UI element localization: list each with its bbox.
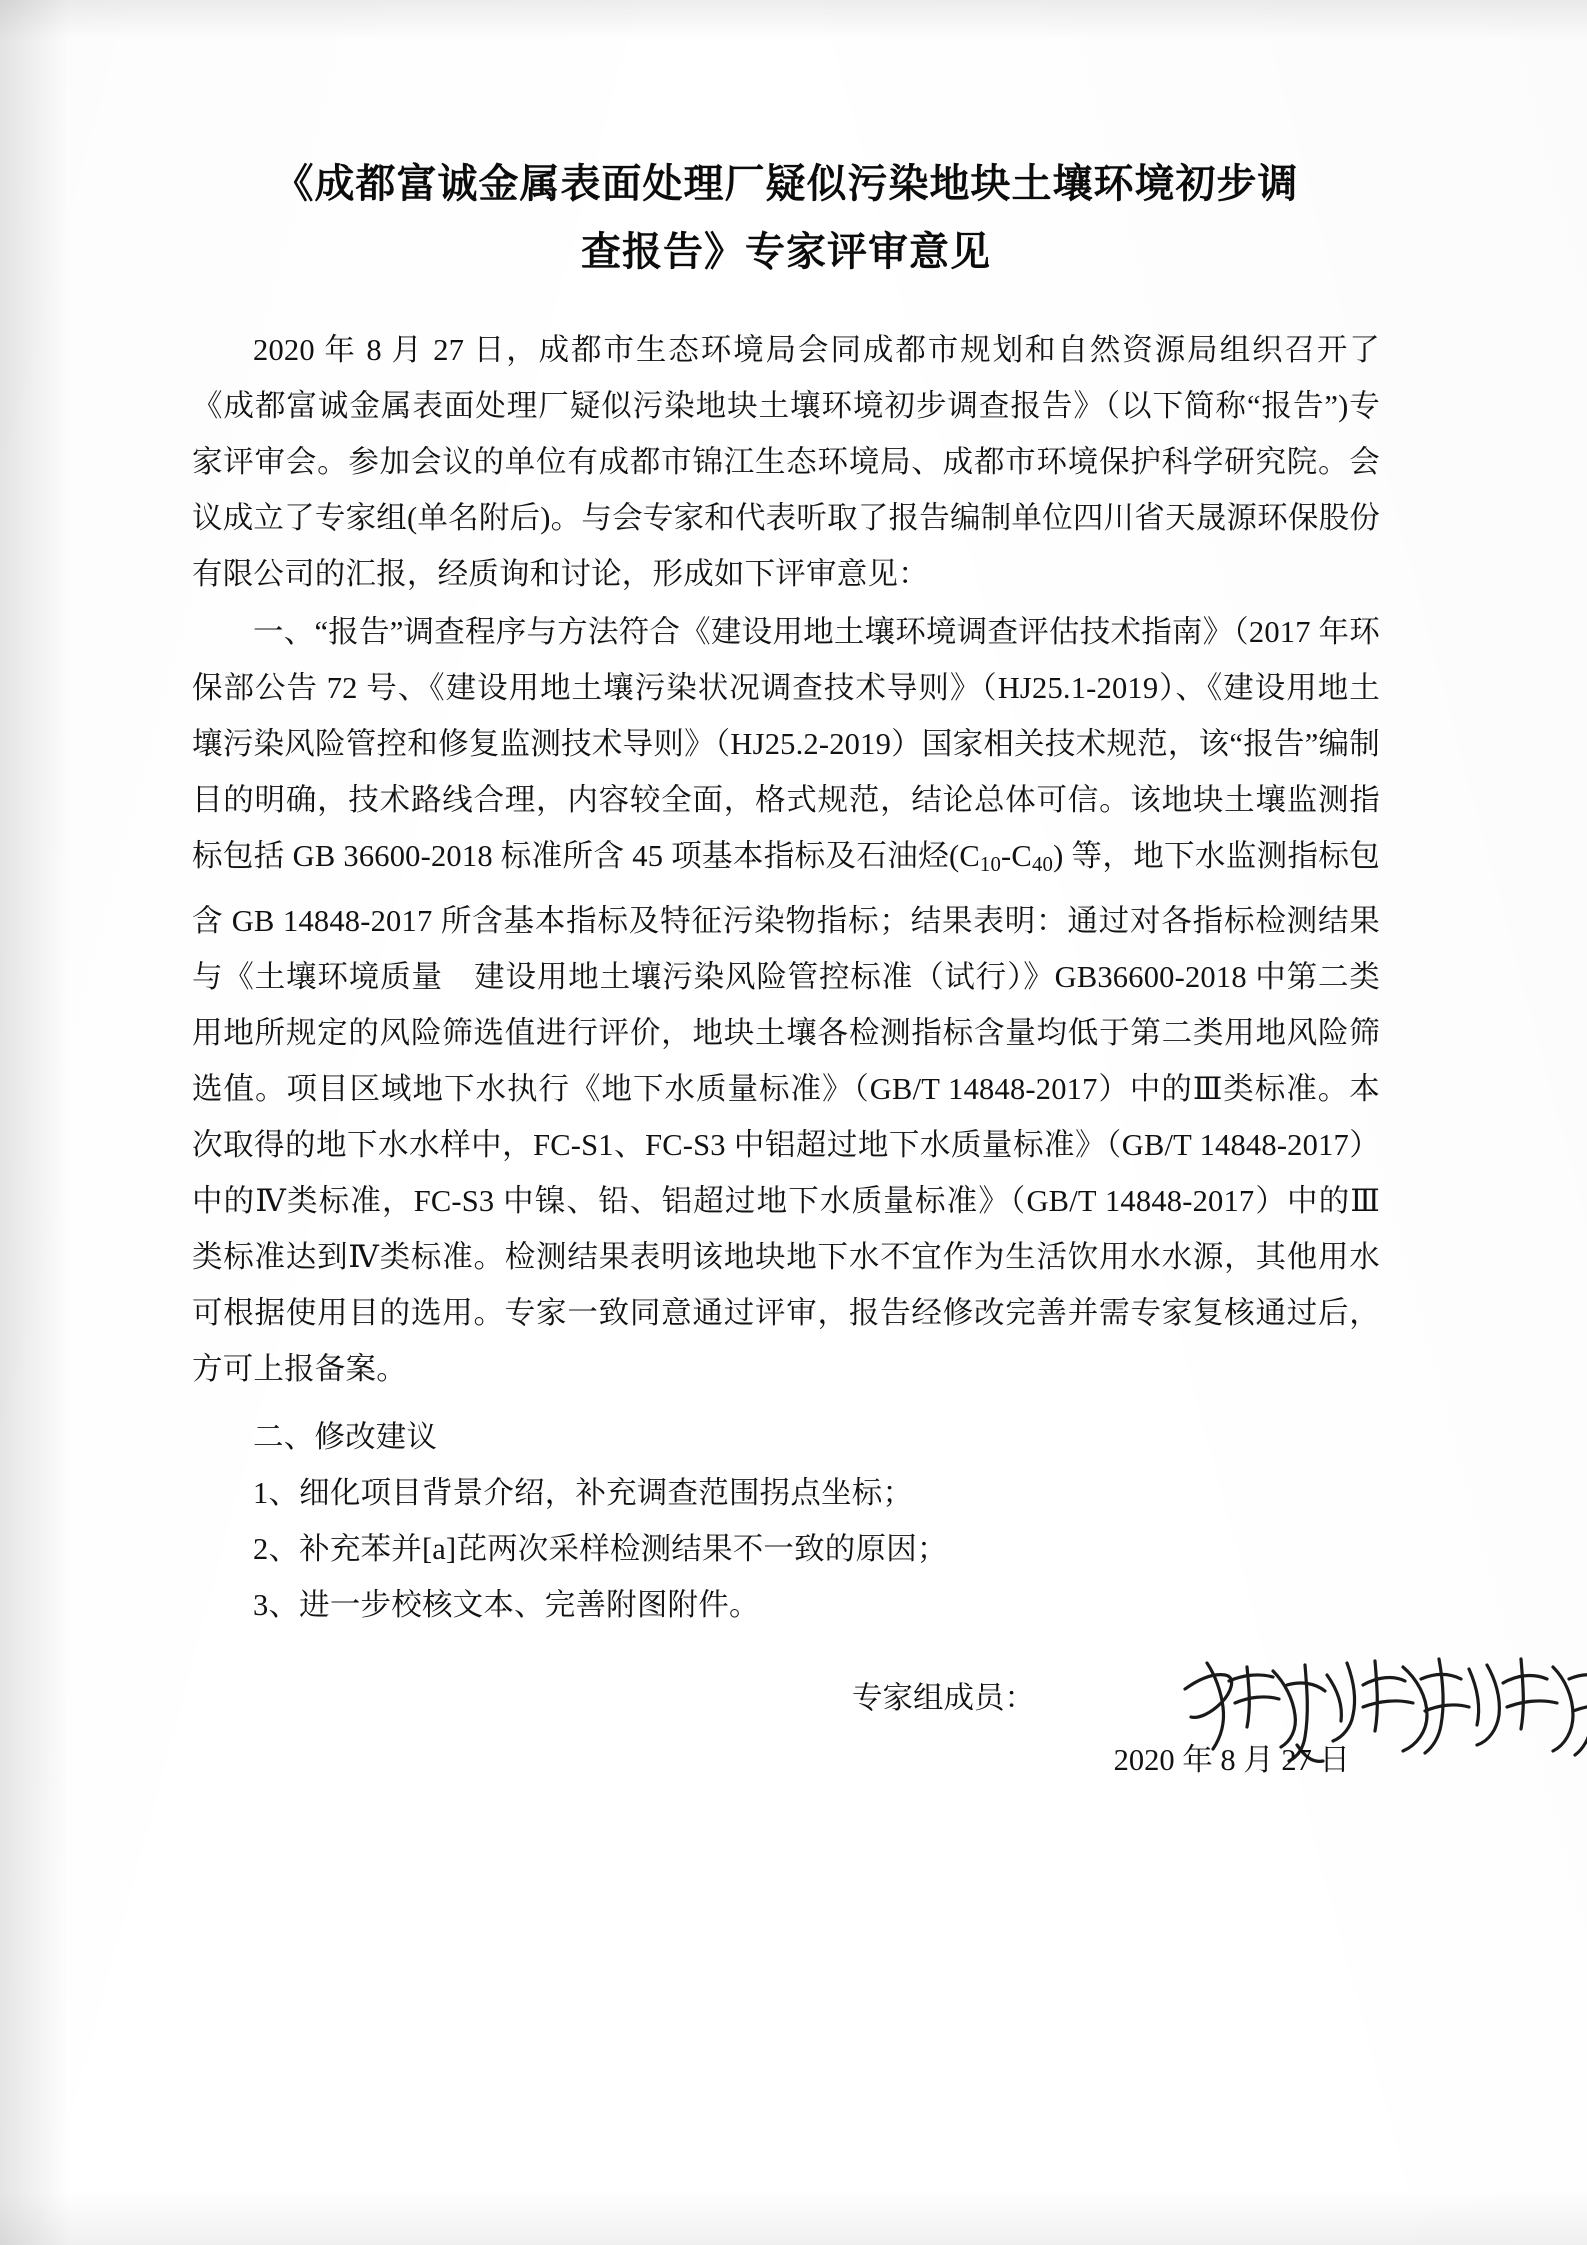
list-item: 1、细化项目背景介绍，补充调查范围拐点坐标； xyxy=(253,1476,914,1511)
page-title-line-2: 查报告》专家评审意见 xyxy=(581,228,991,275)
document-body xyxy=(192,150,1380,1809)
page-title-line-1: 《成都富诚金属表面处理厂疑似污染地块土壤环境初步调 xyxy=(273,160,1299,207)
section-one-paragraph xyxy=(192,604,1380,1397)
section-one-text-part-1: 一、“报告”调查程序与方法符合《建设用地土壤环境调查评估技术指南》（2017 年环保部公告 72 号、《建设用地土壤污染状况调查技术导则》（HJ25.1-2019）、《建设用地土壤污染风险管控和修复监测技术导则》（HJ25.2-2019）国家相关技术规范，该“报告”编制目的明确，技术路线合理，内容较全面，格式规范，结论总体可信。该地块土壤监测指标包括 GB 36600-2018 标准所含 45 项基本指标及石油烃(C xyxy=(192,615,1380,873)
signature-block xyxy=(192,1659,1380,1809)
scan-shadow-bottom xyxy=(0,2190,1587,2245)
list-item: 2、补充苯并[a]芘两次采样检测结果不一致的原因； xyxy=(253,1532,948,1567)
signature-date: 2020 年 8 月 27 日 xyxy=(1113,1743,1350,1778)
list-item: 3、进一步校核文本、完善附图附件。 xyxy=(253,1588,760,1623)
section-one-text-part-2: -C xyxy=(1001,839,1032,873)
section-two-heading: 二、修改建议 xyxy=(253,1420,438,1455)
subscript-c40: 40 xyxy=(1031,854,1054,877)
page-title xyxy=(192,150,1380,286)
intro-paragraph: 2020 年 8 月 27 日，成都市生态环境局会同成都市规划和自然资源局组织召开了《成都富诚金属表面处理厂疑似污染地块土壤环境初步调查报告》（以下简称“报告”)专家评审会。参加会议的单位有成都市锦江生态环境局、成都市环境保护科学研究院。会议成立了专家组(单名附后)。与会专家和代表听取了报告编制单位四川省天晟源环保股份有限公司的汇报，经质询和讨论，形成如下评审意见： xyxy=(192,333,1380,591)
scan-shadow-top xyxy=(0,0,1587,40)
section-one-text-part-3: ) 等，地下水监测指标包含 GB 14848-2017 所含基本指标及特征污染物指标；结果表明：通过对各指标检测结果与《土壤环境质量 建设用地土壤污染风险管控标准（试行）》GB36600-2018 中第二类用地所规定的风险筛选值进行评价，地块土壤各检测指标含量均低于第二类用地风险筛选值。项目区域地下水执行《地下水质量标准》（GB/T 14848-2017）中的Ⅲ类标准。本次取得的地下水水样中，FC-S1、FC-S3 中铝超过地下水质量标准》（GB/T 14848-2017）中的Ⅳ类标准，FC-S3 中镍、铅、铝超过地下水质量标准》（GB/T 14848-2017）中的Ⅲ类标准达到Ⅳ类标准。检测结果表明该地块地下水不宜作为生活饮用水水源，其他用水可根据使用目的选用。专家一致同意通过评审，报告经修改完善并需专家复核通过后，方可上报备案。 xyxy=(192,839,1380,1387)
signature-label: 专家组成员： xyxy=(852,1681,1035,1716)
scan-shadow-left xyxy=(0,0,70,2245)
subscript-c10: 10 xyxy=(979,854,1002,877)
